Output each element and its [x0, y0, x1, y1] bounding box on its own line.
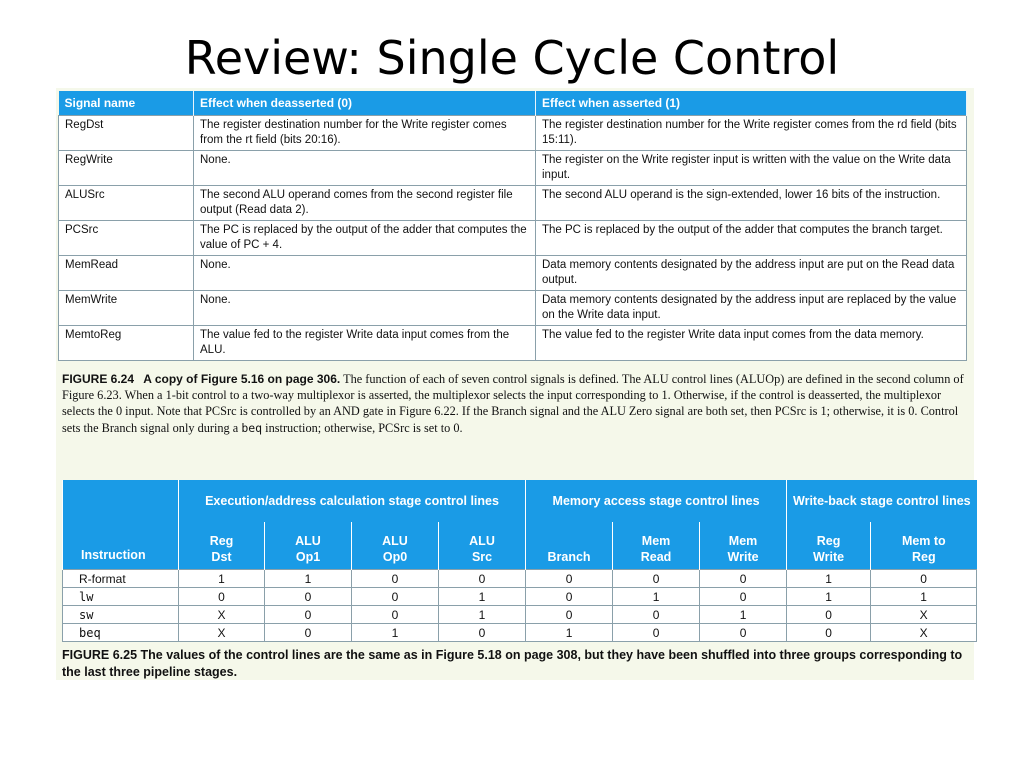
slide-title: Review: Single Cycle Control	[184, 31, 840, 85]
column-header-line-2: Read	[640, 550, 672, 564]
signal-asserted-cell: The value fed to the register Write data input comes from the data memory.	[536, 326, 967, 361]
control-lines-table	[62, 480, 977, 642]
signal-deasserted-cell: The value fed to the register Write data input comes from the ALU.	[194, 326, 536, 361]
signal-asserted-cell: The register on the Write register input is written with the value on the Write data input.	[536, 151, 967, 186]
signal-row	[59, 256, 967, 291]
control-row	[63, 570, 977, 588]
column-header-line-2: Branch	[547, 550, 591, 564]
signal-asserted-cell: The register destination number for the Write register comes from the rd field (bits 15:11).	[536, 116, 967, 151]
instruction-name-cell: lw	[63, 588, 179, 606]
control-row	[63, 588, 977, 606]
signal-name-cell: MemRead	[59, 256, 194, 291]
header-deasserted: Effect when deasserted (0)	[194, 91, 536, 116]
control-value-cell: 0	[613, 624, 700, 642]
control-value-cell: 1	[439, 606, 526, 624]
signal-row	[59, 116, 967, 151]
signal-table-header	[59, 91, 967, 116]
control-value-cell: 0	[439, 570, 526, 588]
signal-name-cell: RegWrite	[59, 151, 194, 186]
control-column-header	[871, 522, 977, 570]
control-group-header-row	[63, 480, 977, 522]
control-value-cell: 0	[352, 570, 439, 588]
control-value-cell: 1	[439, 588, 526, 606]
control-value-cell: X	[179, 606, 265, 624]
control-value-cell: 0	[526, 570, 613, 588]
figure-6-24-label: FIGURE 6.24	[62, 372, 135, 386]
control-column-header	[439, 522, 526, 570]
control-value-cell: 0	[871, 570, 977, 588]
control-value-cell: 0	[265, 606, 352, 624]
control-value-cell: X	[871, 606, 977, 624]
signal-deasserted-cell: None.	[194, 256, 536, 291]
signal-deasserted-cell: The second ALU operand comes from the second register file output (Read data 2).	[194, 186, 536, 221]
signal-deasserted-cell: None.	[194, 151, 536, 186]
signal-name-cell: ALUSrc	[59, 186, 194, 221]
column-header-line-1: Reg	[816, 534, 841, 548]
signal-row	[59, 326, 967, 361]
signal-asserted-cell: Data memory contents designated by the address input are replaced by the value on the Write data input.	[536, 291, 967, 326]
figure-6-24-text-1: The function of each of seven control signals is defined. The ALU control lines (ALUOp) are defined in the second column of Figure 6.23. When a 1-bit control to a two-way multiplexor is asserted, the multiplexor selects the input corresponding to 1. Otherwise, if the control is deasserted, the multiplexor selects the 0 input. Note that PCSrc is controlled by an AND gate in Figure 6.22. If the Branch signal and the ALU Zero signal are both set, then PCSrc is 1; otherwise, it is 0. Control sets the Branch signal only during a	[62, 372, 964, 435]
control-value-cell: 1	[613, 588, 700, 606]
column-header-line-2: Op1	[295, 550, 321, 564]
signal-asserted-cell: The PC is replaced by the output of the adder that computes the branch target.	[536, 221, 967, 256]
signal-deasserted-cell: The PC is replaced by the output of the adder that computes the value of PC + 4.	[194, 221, 536, 256]
signal-name-cell: MemWrite	[59, 291, 194, 326]
column-header-line-2: Src	[471, 550, 493, 564]
signal-row	[59, 186, 967, 221]
figure-6-24-title: A copy of Figure 5.16 on page 306.	[143, 372, 341, 386]
header-instruction: Instruction	[63, 480, 179, 570]
control-column-header	[700, 522, 787, 570]
column-header-line-1: ALU	[382, 534, 408, 548]
instruction-name-cell: beq	[63, 624, 179, 642]
control-column-header	[179, 522, 265, 570]
control-value-cell: 0	[613, 570, 700, 588]
figure-6-24-code: beq	[241, 420, 263, 435]
control-row	[63, 624, 977, 642]
control-value-cell: 1	[787, 588, 871, 606]
header-memory-stage: Memory access stage control lines	[526, 480, 787, 522]
figure-6-25-caption: FIGURE 6.25 The values of the control lines are the same as in Figure 5.18 on page 308, but they have been shuffled into three groups corresponding to the last three pipeline stages.	[62, 648, 963, 679]
control-value-cell: 1	[526, 624, 613, 642]
control-value-cell: 0	[700, 624, 787, 642]
control-value-cell: X	[179, 624, 265, 642]
column-header-line-2: Write	[813, 550, 845, 564]
control-value-cell: 0	[352, 606, 439, 624]
header-writeback-stage: Write-back stage control lines	[787, 480, 977, 522]
control-column-header	[265, 522, 352, 570]
control-value-cell: 0	[352, 588, 439, 606]
control-value-cell: 0	[787, 624, 871, 642]
control-value-cell: 0	[526, 606, 613, 624]
control-column-header	[787, 522, 871, 570]
signal-name-cell: RegDst	[59, 116, 194, 151]
control-value-cell: X	[871, 624, 977, 642]
column-header-line-1: Mem	[641, 534, 671, 548]
signal-deasserted-cell: The register destination number for the Write register comes from the rt field (bits 20:16).	[194, 116, 536, 151]
control-value-cell: 1	[787, 570, 871, 588]
control-value-cell: 1	[352, 624, 439, 642]
signal-deasserted-cell: None.	[194, 291, 536, 326]
column-header-line-2: Write	[727, 550, 759, 564]
control-value-cell: 0	[787, 606, 871, 624]
figure-6-24-text-2: instruction; otherwise, PCSrc is set to 0.	[265, 420, 463, 435]
signal-asserted-cell: Data memory contents designated by the address input are put on the Read data output.	[536, 256, 967, 291]
control-column-header	[526, 522, 613, 570]
control-value-cell: 0	[265, 624, 352, 642]
column-header-line-1: Mem	[728, 534, 758, 548]
signal-name-cell: PCSrc	[59, 221, 194, 256]
control-value-cell: 1	[700, 606, 787, 624]
control-column-header	[352, 522, 439, 570]
control-value-cell: 1	[179, 570, 265, 588]
control-row	[63, 606, 977, 624]
control-value-cell: 0	[439, 624, 526, 642]
control-column-header-row	[63, 522, 977, 570]
column-header-line-2: Op0	[382, 550, 408, 564]
signal-table	[58, 91, 967, 361]
instruction-name-cell: R-format	[63, 570, 179, 588]
signal-row	[59, 221, 967, 256]
signal-name-cell: MemtoReg	[59, 326, 194, 361]
control-value-cell: 1	[871, 588, 977, 606]
column-header-line-2: Reg	[912, 550, 936, 564]
column-header-line-1: Reg	[209, 534, 234, 548]
control-value-cell: 0	[700, 570, 787, 588]
instruction-name-cell: sw	[63, 606, 179, 624]
control-value-cell: 0	[526, 588, 613, 606]
column-header-line-2: Dst	[211, 550, 232, 564]
header-execution-stage: Execution/address calculation stage control lines	[179, 480, 526, 522]
figure-6-24-caption	[62, 371, 968, 436]
column-header-line-1: Mem to	[901, 534, 946, 548]
column-header-line-1: ALU	[469, 534, 495, 548]
column-header-line-1: ALU	[295, 534, 321, 548]
signal-asserted-cell: The second ALU operand is the sign-extended, lower 16 bits of the instruction.	[536, 186, 967, 221]
control-value-cell: 0	[700, 588, 787, 606]
control-value-cell: 0	[179, 588, 265, 606]
control-value-cell: 0	[265, 588, 352, 606]
header-asserted: Effect when asserted (1)	[536, 91, 967, 116]
control-value-cell: 0	[613, 606, 700, 624]
control-value-cell: 1	[265, 570, 352, 588]
header-signal-name: Signal name	[59, 91, 194, 116]
signal-row	[59, 291, 967, 326]
control-column-header	[613, 522, 700, 570]
signal-row	[59, 151, 967, 186]
